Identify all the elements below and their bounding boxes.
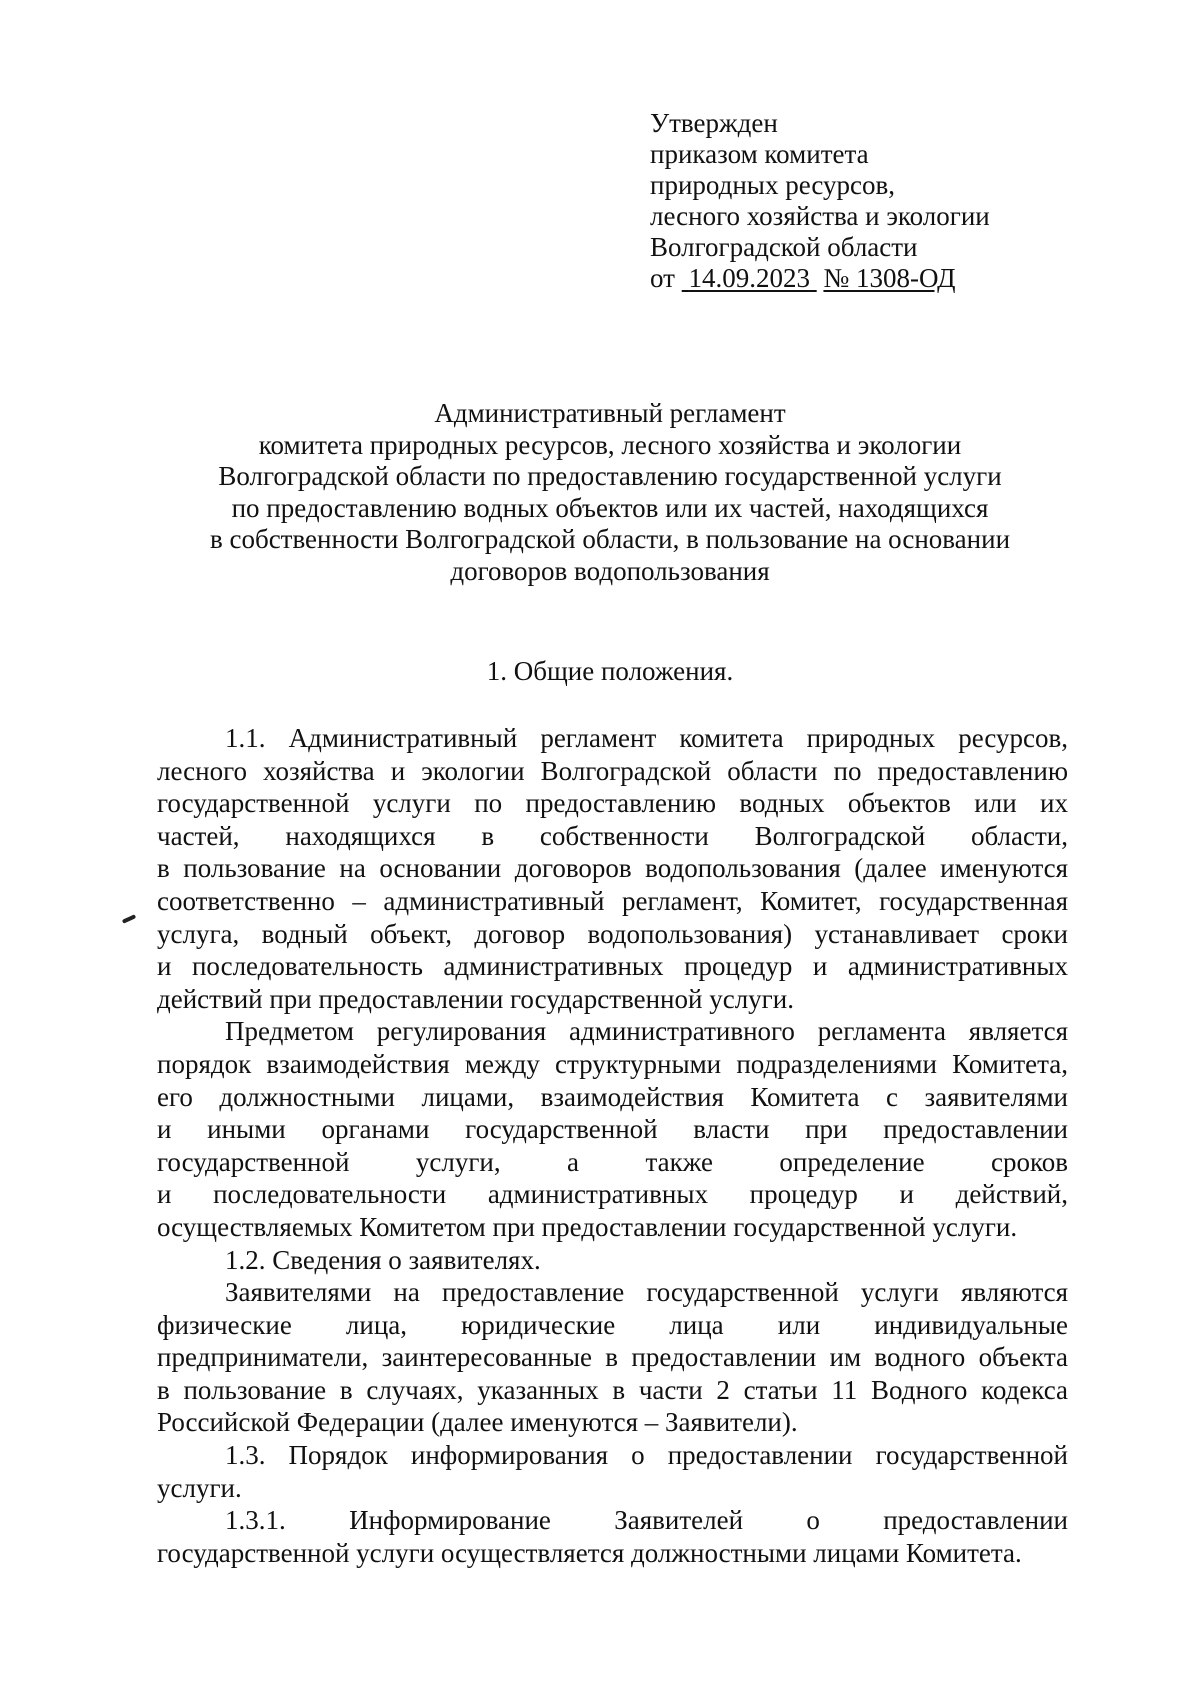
- approval-line: лесного хозяйства и экологии: [650, 201, 990, 231]
- paragraph-1-2: [157, 1244, 1068, 1277]
- paragraph-1-1: [157, 722, 1068, 1015]
- approval-line: приказом комитета: [650, 139, 869, 169]
- text-line: и последовательности административных процедур и действий,: [157, 1179, 1068, 1210]
- text-line: Предметом регулирования административного регламента является: [225, 1016, 1068, 1047]
- approval-block: [650, 108, 1110, 294]
- approval-number: № 1308-ОД: [823, 263, 956, 293]
- document-title: [140, 398, 1080, 587]
- text-line: Российской Федерации (далее именуются – Заявители).: [157, 1407, 798, 1438]
- approval-date-line: [650, 263, 1110, 294]
- text-line: государственной услуги по предоставлению водных объектов или их: [157, 788, 1068, 819]
- text-line: порядок взаимодействия между структурными подразделениями Комитета,: [157, 1048, 1068, 1079]
- text-line: 1.2. Сведения о заявителях.: [225, 1244, 541, 1275]
- text-line: государственной услуги осуществляется должностными лицами Комитета.: [157, 1537, 1022, 1568]
- paragraph-1-3: [157, 1439, 1068, 1504]
- approval-date-prefix: от: [650, 263, 675, 293]
- text-line: лесного хозяйства и экологии Волгоградской области по предоставлению: [157, 755, 1068, 786]
- title-line: комитета природных ресурсов, лесного хозяйства и экологии: [258, 429, 962, 460]
- text-line: осуществляемых Комитетом при предоставлении государственной услуги.: [157, 1211, 1018, 1242]
- body-text: [157, 722, 1068, 1569]
- approval-line: Волгоградской области: [650, 232, 918, 262]
- text-line: действий при предоставлении государственной услуги.: [157, 983, 794, 1014]
- paragraph-1-3-1: [157, 1504, 1068, 1569]
- text-line: его должностными лицами, взаимодействия Комитета с заявителями: [157, 1081, 1068, 1112]
- title-line: Административный регламент: [434, 398, 786, 428]
- text-line: 1.3. Порядок информирования о предоставлении государственной: [225, 1440, 1068, 1471]
- text-line: физические лица, юридические лица или индивидуальные: [157, 1309, 1068, 1340]
- title-line: договоров водопользования: [450, 555, 770, 586]
- text-line: услуга, водный объект, договор водопользования) устанавливает сроки: [157, 918, 1068, 949]
- text-line: предприниматели, заинтересованные в предоставлении им водного объекта: [157, 1342, 1068, 1373]
- approval-line: природных ресурсов,: [650, 170, 895, 200]
- section-heading: 1. Общие положения.: [486, 656, 734, 686]
- text-line: частей, находящихся в собственности Волгоградской области,: [157, 820, 1068, 851]
- text-line: государственной услуги, а также определение сроков: [157, 1146, 1068, 1177]
- text-line: Заявителями на предоставление государственной услуги являются: [225, 1277, 1068, 1308]
- text-line: в пользование в случаях, указанных в части 2 статьи 11 Водного кодекса: [157, 1374, 1068, 1405]
- text-line: и иными органами государственной власти при предоставлении: [157, 1114, 1068, 1145]
- approval-line: Утвержден: [650, 108, 778, 138]
- paragraph-applicants: [157, 1276, 1068, 1439]
- text-line: 1.3.1. Информирование Заявителей о предоставлении: [225, 1505, 1068, 1536]
- title-line: в собственности Волгоградской области, в пользование на основании: [209, 524, 1011, 554]
- text-line: услуги.: [157, 1472, 242, 1503]
- scan-mark: [122, 914, 136, 924]
- title-line: по предоставлению водных объектов или их частей, находящихся: [231, 492, 989, 523]
- title-line: Волгоградской области по предоставлению государственной услуги: [218, 461, 1002, 491]
- approval-date: 14.09.2023: [688, 263, 810, 293]
- text-line: 1.1. Административный регламент комитета природных ресурсов,: [225, 723, 1068, 753]
- text-line: и последовательность административных процедур и административных: [157, 951, 1068, 982]
- paragraph-subject: [157, 1015, 1068, 1243]
- text-line: соответственно – административный регламент, Комитет, государственная: [157, 885, 1068, 916]
- text-line: в пользование на основании договоров водопользования (далее именуются: [157, 853, 1068, 884]
